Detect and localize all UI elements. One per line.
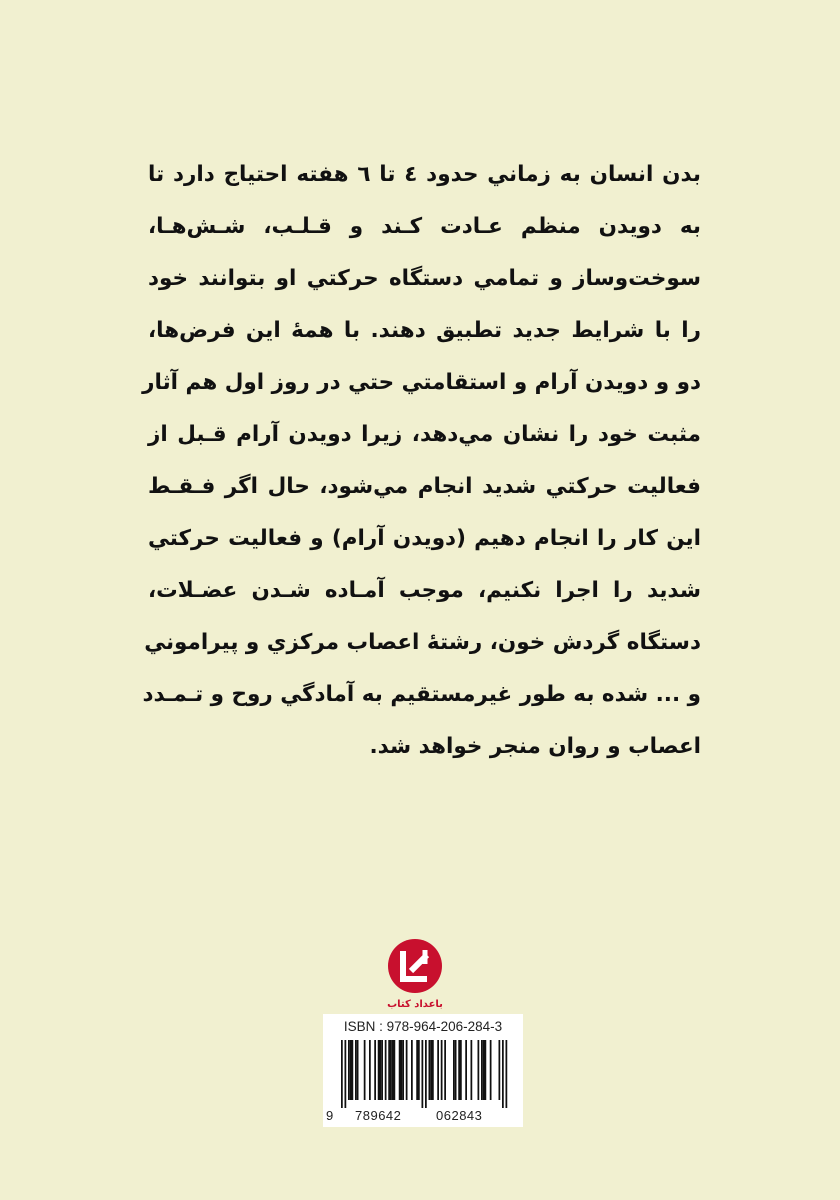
- barcode-bar: [437, 1040, 439, 1100]
- barcode-bar: [425, 1040, 427, 1108]
- barcode-bar: [378, 1040, 380, 1100]
- barcode-right-group: 062843: [436, 1108, 483, 1123]
- isbn-barcode: [323, 1014, 523, 1127]
- barcode-bar: [348, 1040, 350, 1100]
- body-line-12: اعصاب و روان منجر خواهد شد.: [369, 734, 701, 759]
- barcode-bar: [388, 1040, 390, 1100]
- body-line-7: فعاليت حركتي شديد انجام مي‌شود، حال اگر فـقـط: [148, 474, 701, 499]
- barcode-bar: [341, 1040, 343, 1108]
- barcode-bar: [364, 1040, 366, 1100]
- barcode-bar: [481, 1040, 483, 1100]
- barcode-bar: [483, 1040, 485, 1100]
- isbn-label: ISBN : 978-964-206-284-3: [343, 1019, 503, 1034]
- barcode-bar: [502, 1040, 504, 1108]
- body-line-5: دو و دويدن آرام و استقامتي حتي در روز اول هم آثار: [142, 370, 701, 395]
- barcode-lead-digit: 9: [326, 1108, 334, 1123]
- barcode-bar: [345, 1040, 347, 1108]
- barcode-bar: [506, 1040, 508, 1108]
- barcode-bar: [478, 1040, 480, 1100]
- barcode-bar: [441, 1040, 443, 1100]
- body-line-3: سوخت‌وساز و تمامي دستگاه حركتي او بتوانند خود: [148, 266, 701, 291]
- barcode-bar: [460, 1040, 462, 1100]
- barcode-bar: [422, 1040, 424, 1108]
- barcode-bar: [380, 1040, 382, 1100]
- publisher-logo: [384, 938, 446, 1010]
- barcode-bar: [369, 1040, 371, 1100]
- barcode-bar: [402, 1040, 404, 1100]
- barcode-bar: [357, 1040, 359, 1100]
- barcode-left-group: 789642: [355, 1108, 402, 1123]
- barcode-bar: [381, 1040, 383, 1100]
- barcode-bar: [432, 1040, 434, 1100]
- body-line-8: اين كار را انجام دهيم (دويدن آرام) و فعاليت حركتي: [148, 526, 701, 551]
- barcode-bar: [465, 1040, 467, 1100]
- barcode-bar: [416, 1040, 418, 1100]
- barcode-bar: [429, 1040, 431, 1100]
- barcode-bar: [430, 1040, 432, 1100]
- barcode-bar: [471, 1040, 473, 1100]
- barcode-bar: [390, 1040, 392, 1100]
- barcode-bar: [411, 1040, 413, 1100]
- barcode-bar: [385, 1040, 387, 1100]
- body-line-2: به دويدن منظم عـادت كـند و قـلـب، شـش‌هـا،: [148, 214, 701, 239]
- barcode-bar: [418, 1040, 420, 1100]
- body-line-10: دستگاه گردش خون، رشتهٔ اعصاب مركزي و پيراموني: [144, 630, 701, 655]
- barcode-bar: [374, 1040, 376, 1100]
- barcode-bar: [458, 1040, 460, 1100]
- body-line-9: شديد را اجرا نكنيم، موجب آمـاده شـدن عضـلات،: [148, 578, 701, 603]
- body-line-6: مثبت خود را نشان مي‌دهد، زيرا دويدن آرام قـبل از: [148, 422, 701, 447]
- barcode-bar: [350, 1040, 352, 1100]
- barcode-bar: [401, 1040, 403, 1100]
- barcode-bars: [333, 1040, 513, 1110]
- barcode-bar: [444, 1040, 446, 1100]
- barcode-bar: [352, 1040, 354, 1100]
- back-cover-text: [142, 149, 701, 773]
- barcode-bar: [394, 1040, 396, 1100]
- body-line-4: را با شرايط جديد تطبيق دهند. با همهٔ اين فرض‌ها،: [148, 318, 701, 343]
- barcode-bar: [499, 1040, 501, 1100]
- body-line-11: و ... شده به طور غيرمستقيم به آمادگي روح و تـمـدد: [142, 682, 701, 707]
- publisher-logo-icon: [387, 938, 443, 994]
- publisher-name: باعداد كتاب: [387, 999, 443, 1010]
- barcode-bar: [392, 1040, 394, 1100]
- barcode-bar: [453, 1040, 455, 1100]
- barcode-bar: [355, 1040, 357, 1100]
- barcode-bar: [455, 1040, 457, 1100]
- barcode-bar: [490, 1040, 492, 1100]
- barcode-bar: [399, 1040, 401, 1100]
- barcode-bar: [485, 1040, 487, 1100]
- body-line-1: بدن انسان به زماني حدود ٤ تا ٦ هفته احتياج دارد تا: [148, 162, 701, 187]
- barcode-bar: [406, 1040, 408, 1100]
